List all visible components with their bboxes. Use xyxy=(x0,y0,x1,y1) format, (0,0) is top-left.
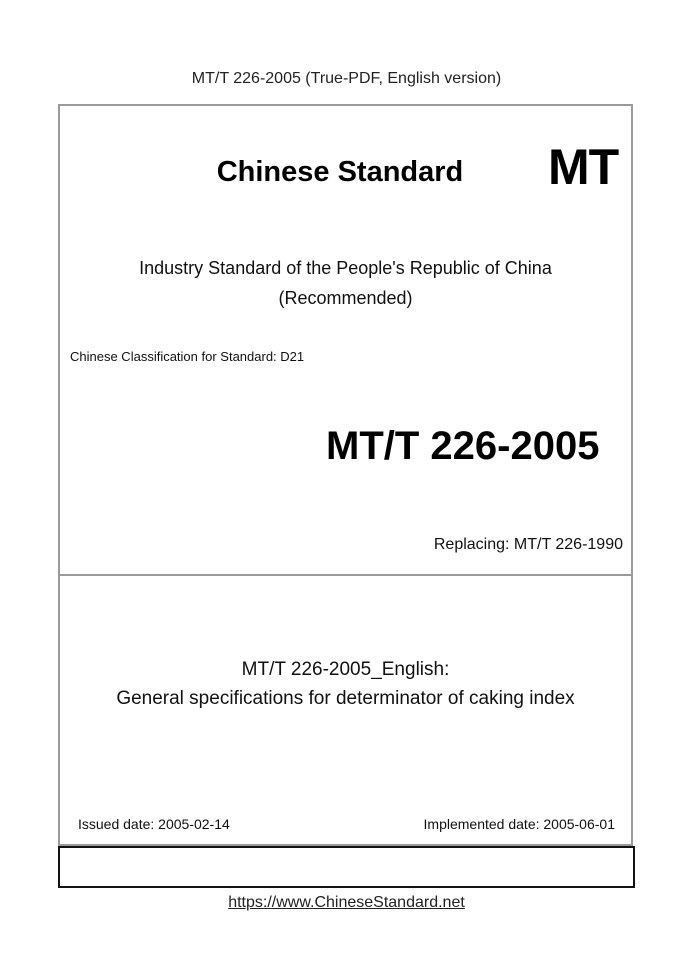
standard-number: MT/T 226-2005 xyxy=(326,424,600,468)
website-link[interactable]: https://www.ChineseStandard.net xyxy=(228,894,465,911)
standard-code: MT xyxy=(548,139,619,195)
recommended-label: (Recommended) xyxy=(278,288,413,308)
english-title-line-2: General specifications for determinator of caking index xyxy=(116,688,575,709)
replacing-label: Replacing: MT/T 226-1990 xyxy=(433,536,623,553)
bottom-empty-box xyxy=(58,846,635,888)
industry-standard-line: Industry Standard of the People's Republic of China xyxy=(139,258,552,278)
document-header-title: MT/T 226-2005 (True-PDF, English version) xyxy=(191,70,502,87)
cover-frame xyxy=(58,104,633,846)
classification-label: Chinese Classification for Standard: D21 xyxy=(70,349,305,364)
section-divider xyxy=(58,574,633,576)
issued-date: Issued date: 2005-02-14 xyxy=(78,816,230,832)
implemented-date: Implemented date: 2005-06-01 xyxy=(423,816,615,832)
english-title-line-1: MT/T 226-2005_English: xyxy=(241,659,450,680)
cover-heading: Chinese Standard xyxy=(216,156,464,188)
